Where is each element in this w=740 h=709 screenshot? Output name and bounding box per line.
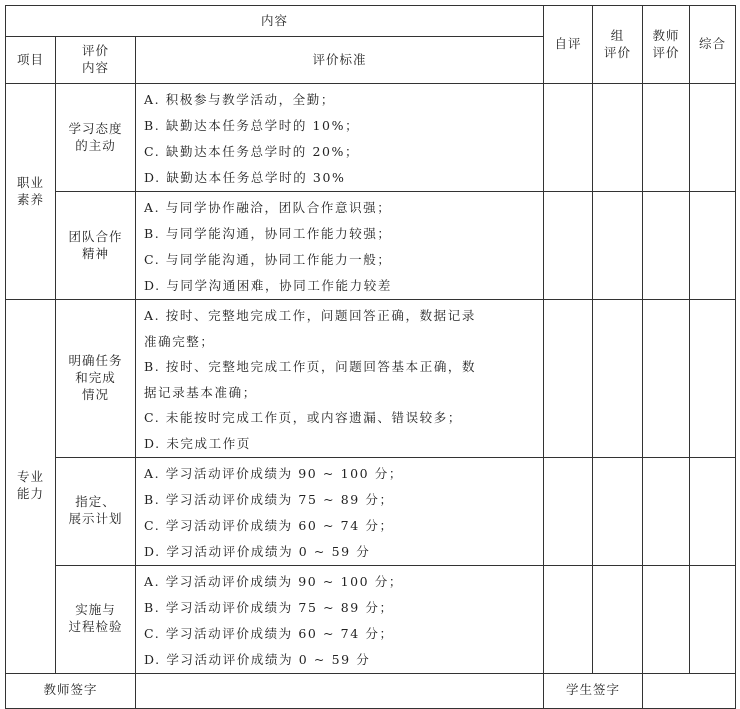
item-name: 指定、 展示计划 xyxy=(56,457,136,565)
criteria-line: D. 缺勤达本任务总学时的 30% xyxy=(144,170,346,185)
table-row xyxy=(6,84,736,192)
self-eval-input-cell[interactable] xyxy=(544,457,593,565)
overall-input-cell[interactable] xyxy=(690,84,736,192)
group-eval-input-cell[interactable] xyxy=(593,84,643,192)
self-eval-input-cell[interactable] xyxy=(544,300,593,458)
student-sign-label: 学生签字 xyxy=(544,673,643,708)
evaluation-table xyxy=(5,5,736,709)
teacher-eval-input-cell[interactable] xyxy=(643,192,690,300)
signature-row xyxy=(6,673,736,708)
criteria-line: A. 按时、完整地完成工作，问题回答正确，数据记录 xyxy=(144,308,476,323)
header-group-eval: 组 评价 xyxy=(593,6,643,84)
header-criteria: 评价标准 xyxy=(136,37,544,84)
project-cell: 职业 素养 xyxy=(6,84,56,300)
criteria-line: B. 学习活动评价成绩为 75 ~ 89 分； xyxy=(144,491,394,507)
header-content: 内容 xyxy=(6,6,544,37)
criteria-line: A. 学习活动评价成绩为 90 ~ 100 分； xyxy=(144,573,404,589)
criteria-line: D. 与同学沟通困难，协同工作能力较差 xyxy=(144,278,392,293)
table-row xyxy=(6,300,736,458)
table-row xyxy=(6,457,736,565)
overall-input-cell[interactable] xyxy=(690,457,736,565)
criteria-line: A. 学习活动评价成绩为 90 ~ 100 分； xyxy=(144,465,404,481)
criteria-line: B. 与同学能沟通，协同工作能力较强； xyxy=(144,226,392,241)
criteria-line: C. 学习活动评价成绩为 60 ~ 74 分； xyxy=(144,517,394,533)
criteria-cell xyxy=(136,565,544,673)
teacher-eval-input-cell[interactable] xyxy=(643,457,690,565)
criteria-cell xyxy=(136,192,544,300)
criteria-line: A. 与同学协作融洽，团队合作意识强； xyxy=(144,200,392,215)
header-overall: 综合 xyxy=(690,6,736,84)
table-row xyxy=(6,565,736,673)
item-name: 明确任务 和完成 情况 xyxy=(56,300,136,458)
self-eval-input-cell[interactable] xyxy=(544,565,593,673)
student-sign-field[interactable] xyxy=(643,673,736,708)
criteria-line: B. 缺勤达本任务总学时的 10%； xyxy=(144,118,360,133)
criteria-line: D. 学习活动评价成绩为 0 ~ 59 分 xyxy=(144,543,371,559)
table-row xyxy=(6,192,736,300)
group-eval-input-cell[interactable] xyxy=(593,192,643,300)
teacher-eval-input-cell[interactable] xyxy=(643,300,690,458)
criteria-line: A. 积极参与教学活动，全勤； xyxy=(144,92,335,107)
criteria-line: B. 按时、完整地完成工作页，问题回答基本正确，数 xyxy=(144,359,477,375)
teacher-eval-input-cell[interactable] xyxy=(643,84,690,192)
criteria-line: C. 缺勤达本任务总学时的 20%； xyxy=(144,144,360,159)
item-name: 学习态度 的主动 xyxy=(56,84,136,192)
criteria-line: B. 学习活动评价成绩为 75 ~ 89 分； xyxy=(144,599,394,615)
overall-input-cell[interactable] xyxy=(690,300,736,458)
header-content-eval: 评价 内容 xyxy=(56,37,136,84)
criteria-cell xyxy=(136,457,544,565)
criteria-line: D. 学习活动评价成绩为 0 ~ 59 分 xyxy=(144,651,371,667)
item-name: 实施与 过程检验 xyxy=(56,565,136,673)
criteria-line: 据记录基本准确； xyxy=(144,384,257,400)
project-cell: 专业 能力 xyxy=(6,300,56,674)
criteria-line: C. 与同学能沟通，协同工作能力一般； xyxy=(144,252,392,267)
header-self-eval: 自评 xyxy=(544,6,593,84)
criteria-cell xyxy=(136,300,544,458)
criteria-line: 准确完整； xyxy=(144,333,215,349)
criteria-cell xyxy=(136,84,544,192)
group-eval-input-cell[interactable] xyxy=(593,565,643,673)
self-eval-input-cell[interactable] xyxy=(544,192,593,300)
teacher-sign-label: 教师签字 xyxy=(6,673,136,708)
teacher-sign-field[interactable] xyxy=(136,673,544,708)
header-teacher-eval: 教师 评价 xyxy=(643,6,690,84)
criteria-line: D. 未完成工作页 xyxy=(144,435,251,451)
self-eval-input-cell[interactable] xyxy=(544,84,593,192)
item-name: 团队合作 精神 xyxy=(56,192,136,300)
teacher-eval-input-cell[interactable] xyxy=(643,565,690,673)
criteria-line: C. 学习活动评价成绩为 60 ~ 74 分； xyxy=(144,625,394,641)
header-project: 项目 xyxy=(6,37,56,84)
overall-input-cell[interactable] xyxy=(690,565,736,673)
group-eval-input-cell[interactable] xyxy=(593,300,643,458)
overall-input-cell[interactable] xyxy=(690,192,736,300)
group-eval-input-cell[interactable] xyxy=(593,457,643,565)
criteria-line: C. 未能按时完成工作页，或内容遗漏、错误较多； xyxy=(144,410,462,426)
